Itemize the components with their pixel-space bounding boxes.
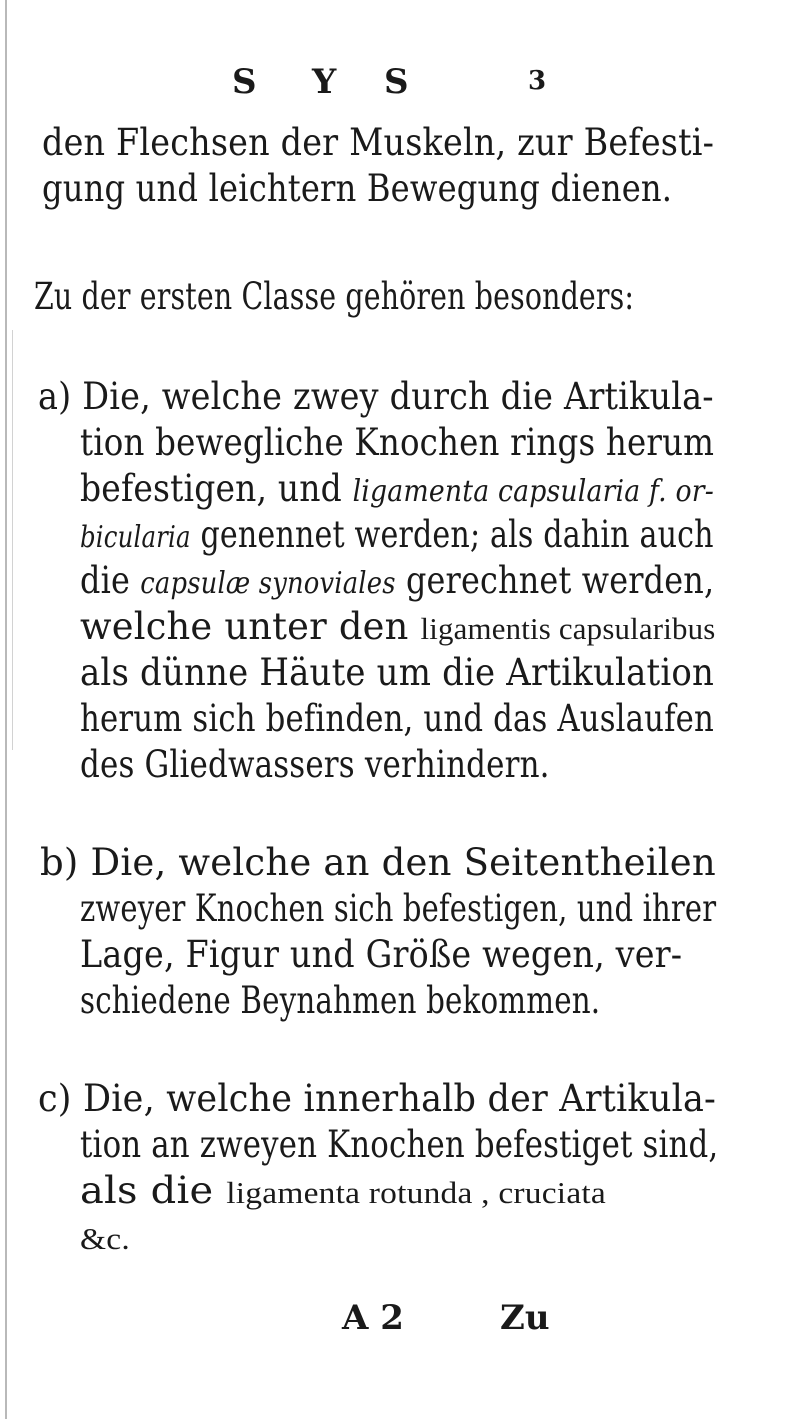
line-text: Lage, Figur und Größe wegen, ver- [80,933,683,976]
line-text: herum sich befinden, und das Auslaufen [80,697,714,740]
text-line [38,1076,716,1122]
text-line [38,374,714,420]
line-text: tion bewegliche Knochen rings herum [80,421,715,464]
text-line [40,840,716,886]
line-text: genennet werden; als dahin auch [190,513,714,556]
latin-text: ligamenta capsularia f. or- [352,474,714,509]
line-text: schiedene Beynahmen bekommen. [80,979,601,1022]
text-line [80,420,714,466]
line-text: c) Die, welche innerhalb der Artikula- [38,1077,717,1120]
text-line [80,932,682,978]
text-line [42,120,714,166]
text-line [80,604,716,652]
line-text: als die [80,1169,227,1212]
running-header [0,62,800,112]
line-text: die [80,559,141,602]
text-line [80,696,714,742]
page-gutter-shadow [12,330,13,750]
signature-mark: A 2 [342,1298,404,1338]
roman-text: ligamenta rotunda , cruciata [226,1175,607,1210]
header-left-letter: S [232,62,257,102]
roman-text: ligamentis capsularibus [420,611,716,646]
latin-text: capsulæ synoviales [140,566,396,601]
text-line [80,978,600,1024]
line-text: tion an zweyen Knochen befestiget sind, [80,1123,719,1166]
line-text: als dünne Häute um die Artikulation [80,651,715,694]
line-text: gung und leichtern Bewegung dienen. [42,167,673,210]
line-text: a) Die, welche zwey durch die Artikula- [38,375,714,418]
header-right-letter: S [384,62,409,102]
line-text: b) Die, welche an den Seitentheilen [40,841,716,884]
header-center-letter: Y [312,62,337,102]
page-gutter-edge [5,0,7,1419]
line-text: befestigen, und [80,467,353,510]
latin-text: bicularia [80,520,191,555]
text-line [80,1122,718,1168]
line-text: Zu der ersten Classe gehören besonders: [34,275,635,318]
roman-text: &c. [80,1221,130,1256]
page-number: 3 [528,66,547,96]
text-line [34,274,634,320]
line-text: zweyer Knochen sich befestigen, und ihrer [80,887,717,930]
text-line [80,558,714,607]
text-line [80,650,714,696]
text-line [80,512,714,561]
line-text: welche unter den [80,605,421,648]
text-line [80,1214,130,1262]
text-line [80,1168,606,1216]
line-text: gerechnet werden, [395,559,715,602]
catchword: Zu [500,1298,550,1338]
text-line [80,886,716,932]
text-line [42,166,672,212]
line-text: den Flechsen der Muskeln, zur Befesti- [42,121,715,164]
text-line [80,466,714,515]
text-line [80,742,550,788]
line-text: des Gliedwassers verhindern. [80,743,550,786]
